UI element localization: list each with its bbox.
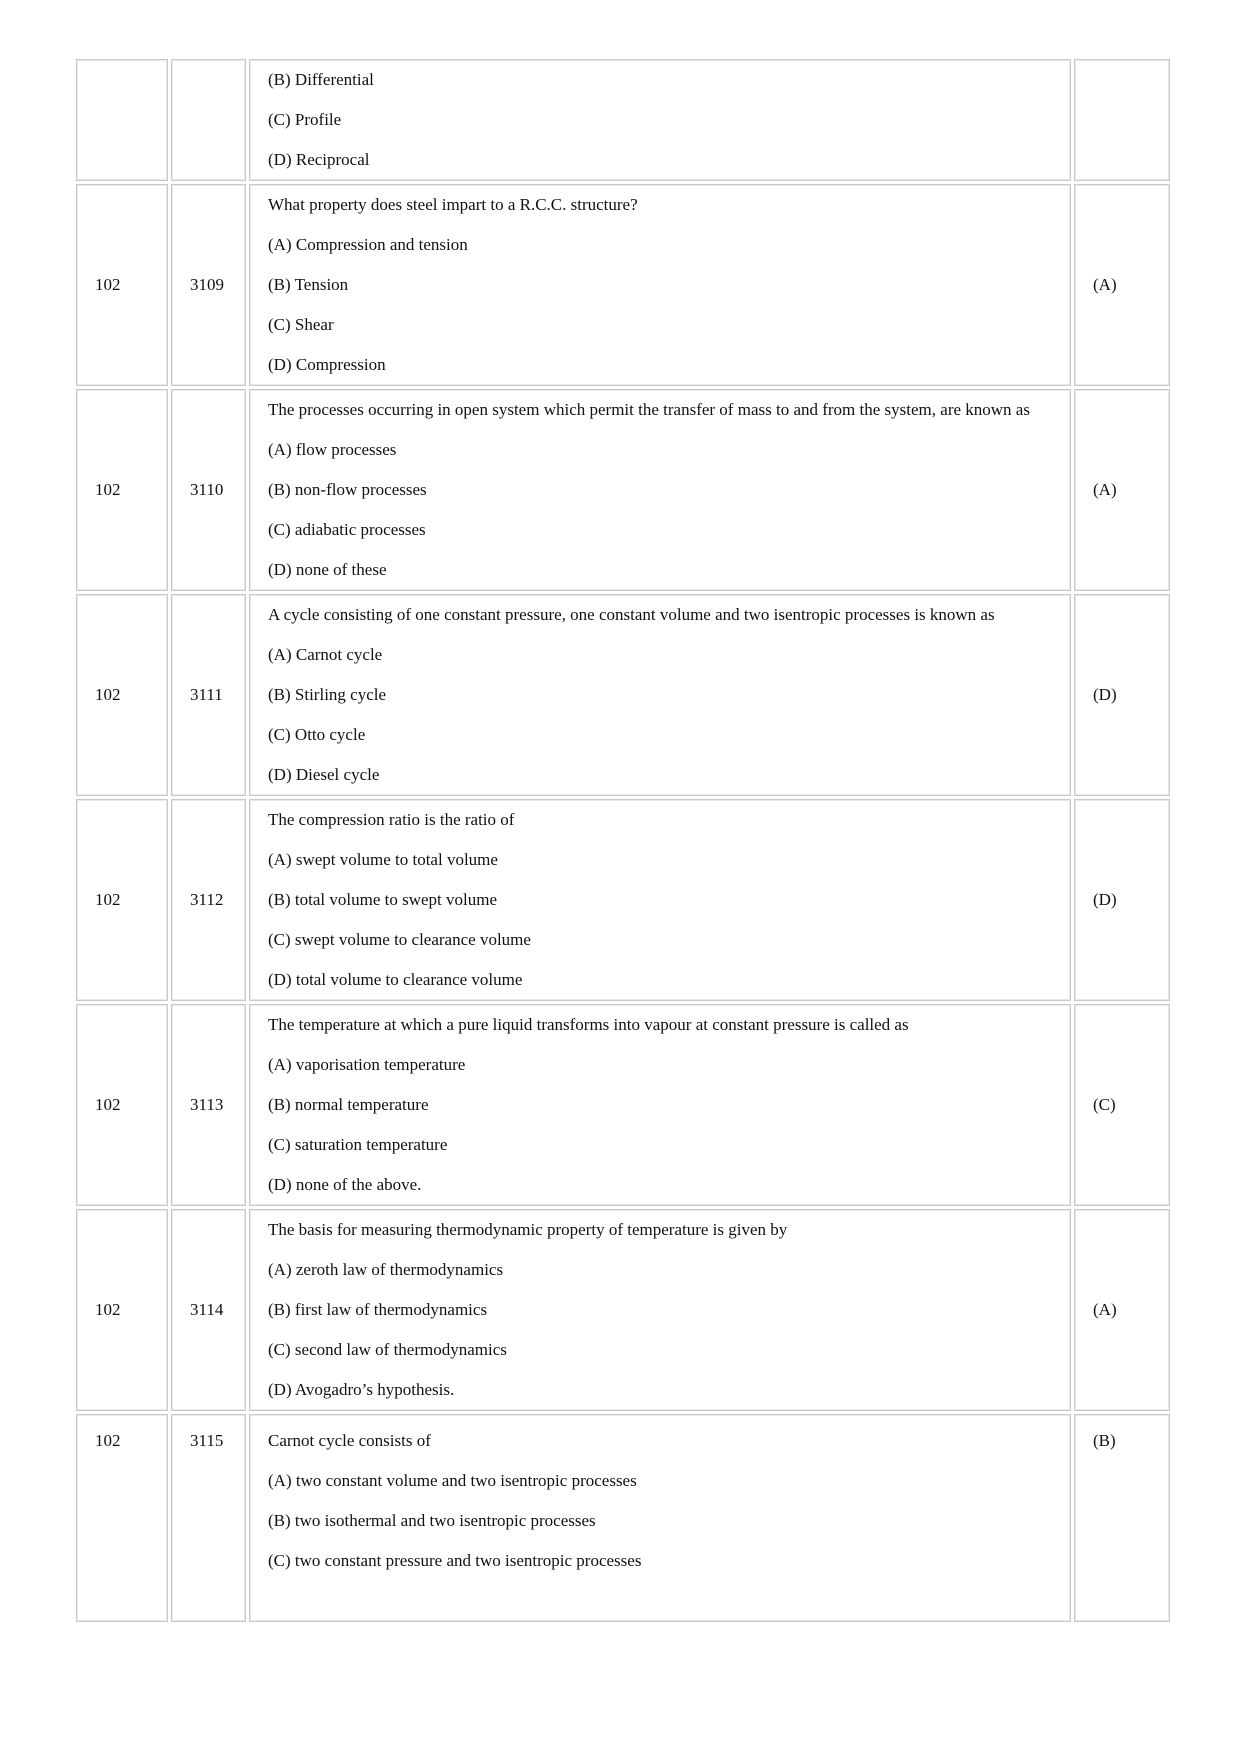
question-text: Carnot cycle consists of [268, 1431, 431, 1450]
question-cell [249, 1209, 1071, 1411]
option-a: (A) Compression and tension [268, 235, 468, 254]
question-text: A cycle consisting of one constant pressure, one constant volume and two isentropic processes is known as [268, 605, 995, 624]
answer-cell: (D) [1074, 594, 1170, 796]
question-number-cell: 3112 [171, 799, 246, 1001]
table-row [76, 799, 1170, 1001]
subject-code-cell: 102 [76, 594, 168, 796]
option-c: (C) Otto cycle [268, 725, 366, 744]
subject-code-cell: 102 [76, 1209, 168, 1411]
answer-cell: (D) [1074, 799, 1170, 1001]
question-cell [249, 59, 1071, 181]
table-row [76, 1414, 1170, 1622]
table-row [76, 594, 1170, 796]
option-c: (C) Profile [268, 110, 342, 129]
option-b: (B) normal temperature [268, 1095, 429, 1114]
option-b: (B) Differential [268, 70, 374, 89]
question-cell [249, 594, 1071, 796]
answer-cell [1074, 59, 1170, 181]
option-d: (D) total volume to clearance volume [268, 970, 523, 989]
option-b: (B) total volume to swept volume [268, 890, 497, 909]
option-b: (B) Stirling cycle [268, 685, 387, 704]
answer-cell: (B) [1074, 1414, 1170, 1622]
question-text: What property does steel impart to a R.C.C. structure? [268, 195, 638, 214]
option-a: (A) swept volume to total volume [268, 850, 498, 869]
subject-code-cell: 102 [76, 1004, 168, 1206]
option-d: (D) Reciprocal [268, 150, 370, 169]
question-table [73, 59, 1173, 1625]
question-cell [249, 389, 1071, 591]
question-sheet [73, 59, 1173, 1695]
question-number-cell: 3109 [171, 184, 246, 386]
table-row [76, 184, 1170, 386]
question-number-cell: 3115 [171, 1414, 246, 1622]
question-cell [249, 184, 1071, 386]
table-row [76, 1004, 1170, 1206]
question-number-cell: 3111 [171, 594, 246, 796]
option-a: (A) Carnot cycle [268, 645, 383, 664]
option-d: (D) none of these [268, 560, 387, 579]
question-number-cell [171, 59, 246, 181]
question-cell [249, 1004, 1071, 1206]
question-text: The basis for measuring thermodynamic property of temperature is given by [268, 1220, 788, 1239]
option-c: (C) Shear [268, 315, 334, 334]
answer-cell: (A) [1074, 184, 1170, 386]
question-number-cell: 3114 [171, 1209, 246, 1411]
option-b: (B) two isothermal and two isentropic processes [268, 1511, 596, 1530]
option-d: (D) Diesel cycle [268, 765, 380, 784]
subject-code-cell [76, 59, 168, 181]
question-text: The compression ratio is the ratio of [268, 810, 515, 829]
question-number-cell: 3110 [171, 389, 246, 591]
option-c: (C) second law of thermodynamics [268, 1340, 507, 1359]
subject-code-cell: 102 [76, 389, 168, 591]
question-cell [249, 799, 1071, 1001]
option-c: (C) adiabatic processes [268, 520, 426, 539]
option-b: (B) non-flow processes [268, 480, 427, 499]
option-c: (C) saturation temperature [268, 1135, 448, 1154]
option-d: (D) Compression [268, 355, 386, 374]
option-a: (A) zeroth law of thermodynamics [268, 1260, 504, 1279]
subject-code-cell: 102 [76, 184, 168, 386]
option-c: (C) two constant pressure and two isentropic processes [268, 1551, 642, 1570]
option-b: (B) Tension [268, 275, 349, 294]
question-text: The temperature at which a pure liquid transforms into vapour at constant pressure is called as [268, 1015, 909, 1034]
answer-cell: (A) [1074, 1209, 1170, 1411]
table-row [76, 59, 1170, 181]
option-a: (A) vaporisation temperature [268, 1055, 466, 1074]
question-text: The processes occurring in open system which permit the transfer of mass to and from the system, are known as [268, 400, 1030, 419]
option-d: (D) Avogadro’s hypothesis. [268, 1380, 455, 1399]
table-row [76, 1209, 1170, 1411]
question-number-cell: 3113 [171, 1004, 246, 1206]
table-row [76, 389, 1170, 591]
option-c: (C) swept volume to clearance volume [268, 930, 531, 949]
question-cell [249, 1414, 1071, 1622]
answer-cell: (A) [1074, 389, 1170, 591]
answer-cell: (C) [1074, 1004, 1170, 1206]
option-d: (D) none of the above. [268, 1175, 422, 1194]
option-a: (A) flow processes [268, 440, 397, 459]
subject-code-cell: 102 [76, 799, 168, 1001]
option-a: (A) two constant volume and two isentropic processes [268, 1471, 637, 1490]
option-b: (B) first law of thermodynamics [268, 1300, 488, 1319]
subject-code-cell: 102 [76, 1414, 168, 1622]
